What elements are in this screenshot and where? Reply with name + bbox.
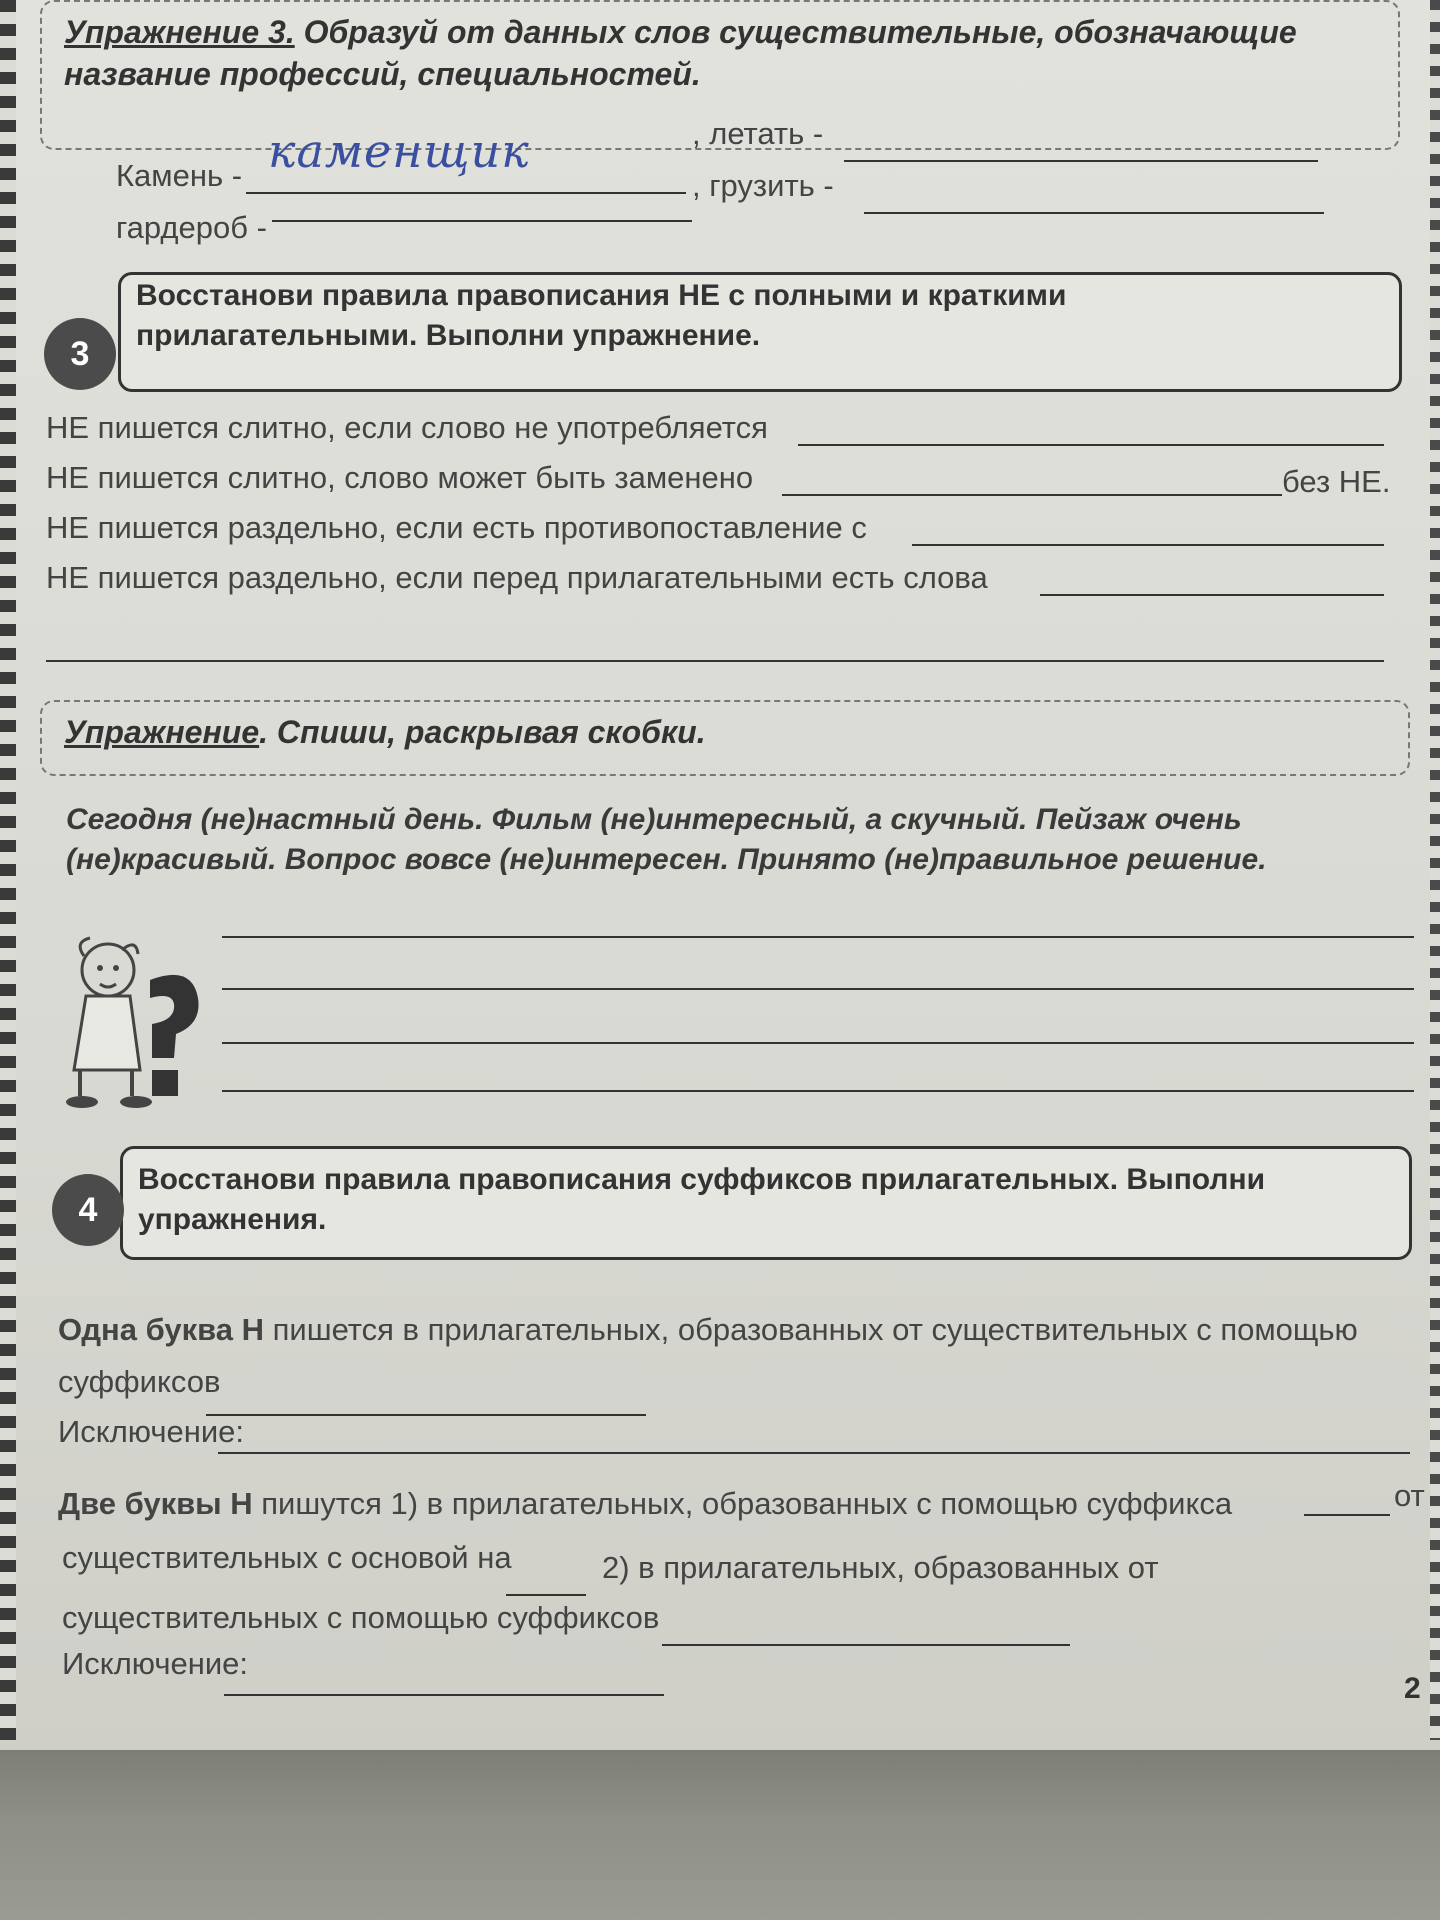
task3-number-badge: 3 bbox=[44, 318, 116, 390]
one-n-rule: Одна буква Н пишется в прилагательных, образованных от существительных с помощью bbox=[58, 1312, 1358, 1347]
copy-answer-line-3[interactable] bbox=[222, 1042, 1414, 1044]
answer-line-garderob[interactable] bbox=[272, 220, 692, 222]
answer-line-exception1[interactable] bbox=[218, 1452, 1410, 1454]
exercise3-title-line2: название профессий, специальностей. bbox=[64, 56, 701, 92]
answer-line-letat[interactable] bbox=[844, 160, 1318, 162]
copy-text-line2: (не)красивый. Вопрос вовсе (не)интересен. Принято (не)правильное решение. bbox=[66, 843, 1267, 876]
answer-line-rule2[interactable] bbox=[782, 494, 1282, 496]
binding-holes-left bbox=[0, 0, 16, 1740]
thinking-professor-illustration bbox=[60, 920, 210, 1120]
handwritten-answer: каменщик bbox=[268, 124, 530, 178]
answer-line-rule3[interactable] bbox=[912, 544, 1384, 546]
answer-line-rule1[interactable] bbox=[798, 444, 1384, 446]
answer-line-rule4[interactable] bbox=[1040, 594, 1384, 596]
page-number: 2 bbox=[1404, 1672, 1421, 1705]
word-kamen: Камень - bbox=[116, 158, 243, 193]
answer-line-two-n-suffixes[interactable] bbox=[662, 1644, 1070, 1646]
two-n-line2b: 2) в прилагательных, образованных от bbox=[602, 1550, 1159, 1585]
binding-holes-right bbox=[1430, 0, 1440, 1740]
task3-heading-line1: Восстанови правила правописания НЕ с полными и краткими bbox=[136, 279, 1067, 312]
rule-line-2: НЕ пишется слитно, слово может быть заменено bbox=[46, 460, 754, 495]
answer-line-basis[interactable] bbox=[506, 1594, 586, 1596]
exercise-copy-title: Упражнение. Спиши, раскрывая скобки. bbox=[64, 714, 706, 750]
one-n-suffix-label: суффиксов bbox=[58, 1364, 221, 1399]
rule-line-3: НЕ пишется раздельно, если есть противопоставление с bbox=[46, 510, 867, 545]
rule-line-2-suffix: без НЕ. bbox=[1282, 464, 1391, 499]
copy-answer-line-2[interactable] bbox=[222, 988, 1414, 990]
task4-number-badge: 4 bbox=[52, 1174, 124, 1246]
two-n-ot: от bbox=[1394, 1478, 1425, 1513]
word-gruzit: , грузить - bbox=[692, 168, 834, 203]
answer-line-one-n-suffix[interactable] bbox=[206, 1414, 646, 1416]
copy-text-line1: Сегодня (не)настный день. Фильм (не)интересный, а скучный. Пейзаж очень bbox=[66, 803, 1242, 836]
task4-heading-line2: упражнения. bbox=[138, 1203, 327, 1236]
task3-heading-line2: прилагательными. Выполни упражнение. bbox=[136, 319, 761, 352]
answer-line-gruzit[interactable] bbox=[864, 212, 1324, 214]
desk-surface bbox=[0, 1750, 1440, 1920]
exception1-label: Исключение: bbox=[58, 1414, 245, 1449]
copy-answer-line-1[interactable] bbox=[222, 936, 1414, 938]
answer-line-rule4-cont[interactable] bbox=[46, 660, 1384, 662]
two-n-line3: существительных с помощью суффиксов bbox=[62, 1600, 660, 1635]
two-n-line2a: существительных с основой на bbox=[62, 1540, 512, 1575]
copy-answer-line-4[interactable] bbox=[222, 1090, 1414, 1092]
word-letat: , летать - bbox=[692, 116, 824, 151]
rule-line-4: НЕ пишется раздельно, если перед прилагательными есть слова bbox=[46, 560, 988, 595]
answer-line-kamen[interactable] bbox=[246, 192, 686, 194]
exception2-label: Исключение: bbox=[62, 1646, 249, 1681]
answer-line-two-n-suffix[interactable] bbox=[1304, 1514, 1390, 1516]
task4-heading-line1: Восстанови правила правописания суффиксов прилагательных. Выполни bbox=[138, 1163, 1266, 1196]
exercise3-title: Упражнение 3. Образуй от данных слов существительные, обозначающие bbox=[64, 14, 1297, 50]
two-n-rule: Две буквы Н пишутся 1) в прилагательных, образованных с помощью суффикса bbox=[58, 1486, 1233, 1521]
rule-line-1: НЕ пишется слитно, если слово не употребляется bbox=[46, 410, 768, 445]
answer-line-exception2[interactable] bbox=[224, 1694, 664, 1696]
word-garderob: гардероб - bbox=[116, 210, 267, 245]
